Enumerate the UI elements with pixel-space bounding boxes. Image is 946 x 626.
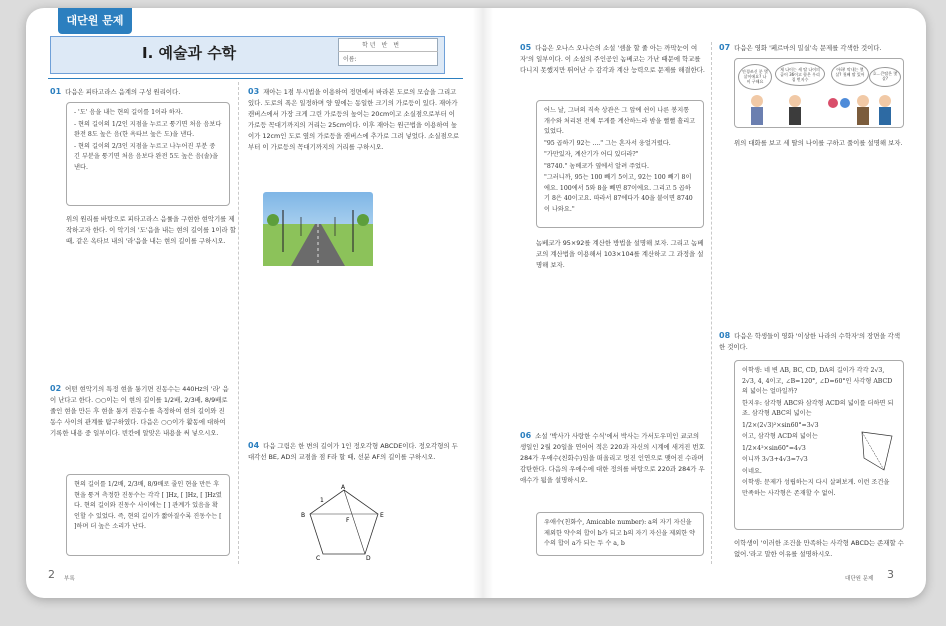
page-label-right: 대단원 문제 — [845, 576, 874, 582]
q05-box: 어느 날, 그녀의 직속 상관은 그 앞에 쉰이 나른 봉지통 개수와 처리된 전체 무게를 계산하느라 밤을 뻘뻘 흘리고 있었다. "95 곱하기 92는 ...." 그는 혼자서 웅얼거렸다. "가만있자, 계산기가 어디 있더라?" "8740." 놈베코가 옆에서 알려 주었다. "그러니까, 95는 100 빼기 5이고, 92는 100 빼기 8이에요. 100에서 5와 8을 빼면 87이에요. 그리고 5 곱하기 8은 40이고요. 따라서 87에다가 40을 붙이면 8740이 나와요." — [536, 100, 704, 228]
column-divider — [238, 82, 239, 564]
q05-instruction: 놈베코가 95×92를 계산한 방법을 설명해 보자. 그리고 놈베코의 계산법을 이용해서 103×104를 계산하고 그 과정을 설명해 보자. — [536, 239, 704, 269]
page-title: I. 예술과 수학 — [142, 44, 237, 62]
road-perspective-illustration — [263, 192, 373, 266]
q08-instruction: 이학생이 '이러한 조건을 만족하는 사각형 ABCD는 존재할 수 없어.'라고 말한 이유를 설명하시오. — [734, 539, 904, 558]
chapter-tag: 대단원 문제 — [58, 8, 132, 34]
question-03: 03 재아는 1점 투시법을 이용하여 정면에서 바라본 도로의 모습을 그리고 있다. 도로의 폭은 일정하며 양 옆에는 동일한 크기의 가로등이 있다. 재아가 캔버스에서 가장 크게 그린 가로등의 높이는 20cm이고 소실점으로부터 이 가로등 꼭대기까지의 거리는 25cm이다. 이후 재아는 원근법을 이용하여 높이가 12cm인 도로 옆의 가로등을 캔버스에 추가로 그려 넣었다. 소실점으로부터 이 가로등의 꼭대기까지의 거리를 구하시오. — [248, 87, 460, 151]
svg-text:D: D — [366, 555, 371, 560]
question-01: 01 다음은 피타고라스 음계의 구성 원리이다. — [50, 87, 181, 96]
question-05: 05 다음은 오나스 오나슨의 소설 '셈을 할 줄 아는 까막눈이 여자'의 일부이다. 이 소설의 주인공인 놈베코는 가난 때문에 학교를 다니지 못했지만 뛰어난 수 감각과 계산 능력으로 문제를 해결한다. — [520, 43, 705, 74]
q01-box: - '도' 음을 내는 현의 길이를 1이라 하자. - 현의 길이의 1/2인 지점을 누르고 퉁기면 처음 음보다 완전 8도 높은 음(한 옥타브 높은 도)을 낸다. - 현의 길이의 2/3인 지점을 누르고 나누어진 부분 중 긴 부분을 퉁기면 처음 음보다 완전 5도 높은 음(솔)을 낸다. — [66, 102, 230, 206]
name-label: 이름: — [343, 56, 357, 63]
pentagon-diagram — [300, 484, 388, 560]
q07-instruction: 위의 대화를 보고 세 딸의 나이를 구하고 풀이를 설명해 보자. — [734, 139, 903, 147]
question-04: 04 다음 그림은 한 변의 길이가 1인 정오각형 ABCDE이다. 정오각형의 두 대각선 BE, AD의 교점을 점 F라 할 때, 선분 AF의 길이를 구하시오. — [248, 441, 458, 461]
svg-text:E: E — [380, 512, 384, 519]
q06-box: 우애수(친화수, Amicable number): a의 자기 자신을 제외한 약수의 합이 b가 되고 b의 자기 자신을 제외한 약수의 합이 a가 되는 두 수 a, b — [536, 512, 704, 556]
q02-box: 현의 길이를 1/2배, 2/3배, 8/9배로 줄인 현을 만든 후 현을 퉁겨 측정한 진동수는 각각 [ ]Hz, [ ]Hz, [ ]Hz였다. 현의 길이와 진동수 사이에는 [ ] 관계가 있음을 확인할 수 있었다. 즉, 현의 길이가 짧아질수록 진동수는 [ ]하며 더 높은 소리가 난다. — [66, 474, 230, 556]
q01-instruction: 위의 원리를 바탕으로 피타고라스 음률을 구현한 현악기를 제작하고자 한다. 이 악기의 '도'음을 내는 현의 길이를 1이라 할 때, 같은 옥타브 내의 '라'음을 내는 현의 길이를 구하시오. — [66, 215, 236, 245]
speech-bubble: 흐...큰딸은 몇 살? — [869, 67, 901, 87]
q08-box: 이학생: 네 변 AB, BC, CD, DA의 길이가 각각 2√3, 2√3, 4, 4이고, ∠B=120°, ∠D=60°인 사각형 ABCD의 넓이는 얼마일까? 한지우: 삼각형 ABC와 삼각형 ACD의 넓이를 더하면 되죠. 삼각형 ABC의 넓이는 1/2×(2√3)²×sin60°=3√3 이고, 삼각형 ACD의 넓이는 1/2×4²×sin60°=4√3 이니까 3√3+4√3=7√3 이네요. 이학생: 문제가 성립하는지 다시 살펴보게. 이런 조건을 만족하는 사각형은 존재할 수 없어. — [734, 360, 904, 530]
page-label-left: 부록 — [64, 576, 75, 582]
page-number-right: 3 — [887, 568, 894, 581]
svg-text:C: C — [316, 555, 321, 560]
svg-text:F: F — [346, 517, 350, 524]
grade-class-number: 학년 반 번 — [362, 42, 401, 49]
speech-bubble: 아하! 막내는 몇 살? 첫째 딸 있어 — [831, 62, 869, 86]
quadrilateral-diagram — [858, 428, 898, 474]
speech-bubble: 제 나이는 세 딸 나이의 곱이 36이고 합은 우리 집 번지수 — [775, 62, 825, 86]
q07-illustration — [734, 58, 904, 128]
info-divider — [338, 51, 438, 52]
svg-text:A: A — [341, 484, 346, 491]
question-06: 06 소설 '박사가 사랑한 수식'에서 박사는 가서도우미인 쿄코의 생일인 2월 20일을 연어어 적은 220과 자신의 시계에 새겨진 번호 284가 우애수(친화수)임을 떠올리고 멋진 인연으로 맺어진 수라며 감탄한다. 다음의 우애수에 대한 정의를 바탕으로 220과 284가 우애수가 됨을 설명하시오. — [520, 431, 705, 484]
left-header-rule — [48, 78, 463, 79]
question-08: 08 다음은 학생들이 영화 '이상한 나라의 수학자'의 장면을 각색한 것이다. — [719, 331, 901, 351]
column-divider — [711, 42, 712, 564]
question-07: 07 다음은 영화 '페르마의 밀실'속 문제를 각색한 것이다. — [719, 43, 882, 52]
question-02: 02 어떤 현악기의 특정 현을 퉁기면 진동수는 440Hz의 '라' 음이 난다고 한다. ○○이는 이 현의 길이를 1/2배, 2/3배, 8/9배로 줄인 현을 만든 후 현을 퉁겨 진동수를 측정하여 현의 길이와 진동수 사이의 관계를 탐구하였다. 다음은 ○○이가 활동에 대하여 기록한 내용 중 일부이다. 빈칸에 알맞은 내용을 써 넣으시오. — [50, 384, 229, 437]
page-gutter — [473, 8, 493, 598]
page-number-left: 2 — [48, 568, 55, 581]
svg-text:B: B — [301, 512, 306, 519]
svg-text:1: 1 — [320, 497, 324, 504]
characters-illustration — [745, 93, 895, 127]
speech-bubble: 안경쓰신 분 몇 살이에요? 나이 구해요 — [738, 64, 772, 90]
